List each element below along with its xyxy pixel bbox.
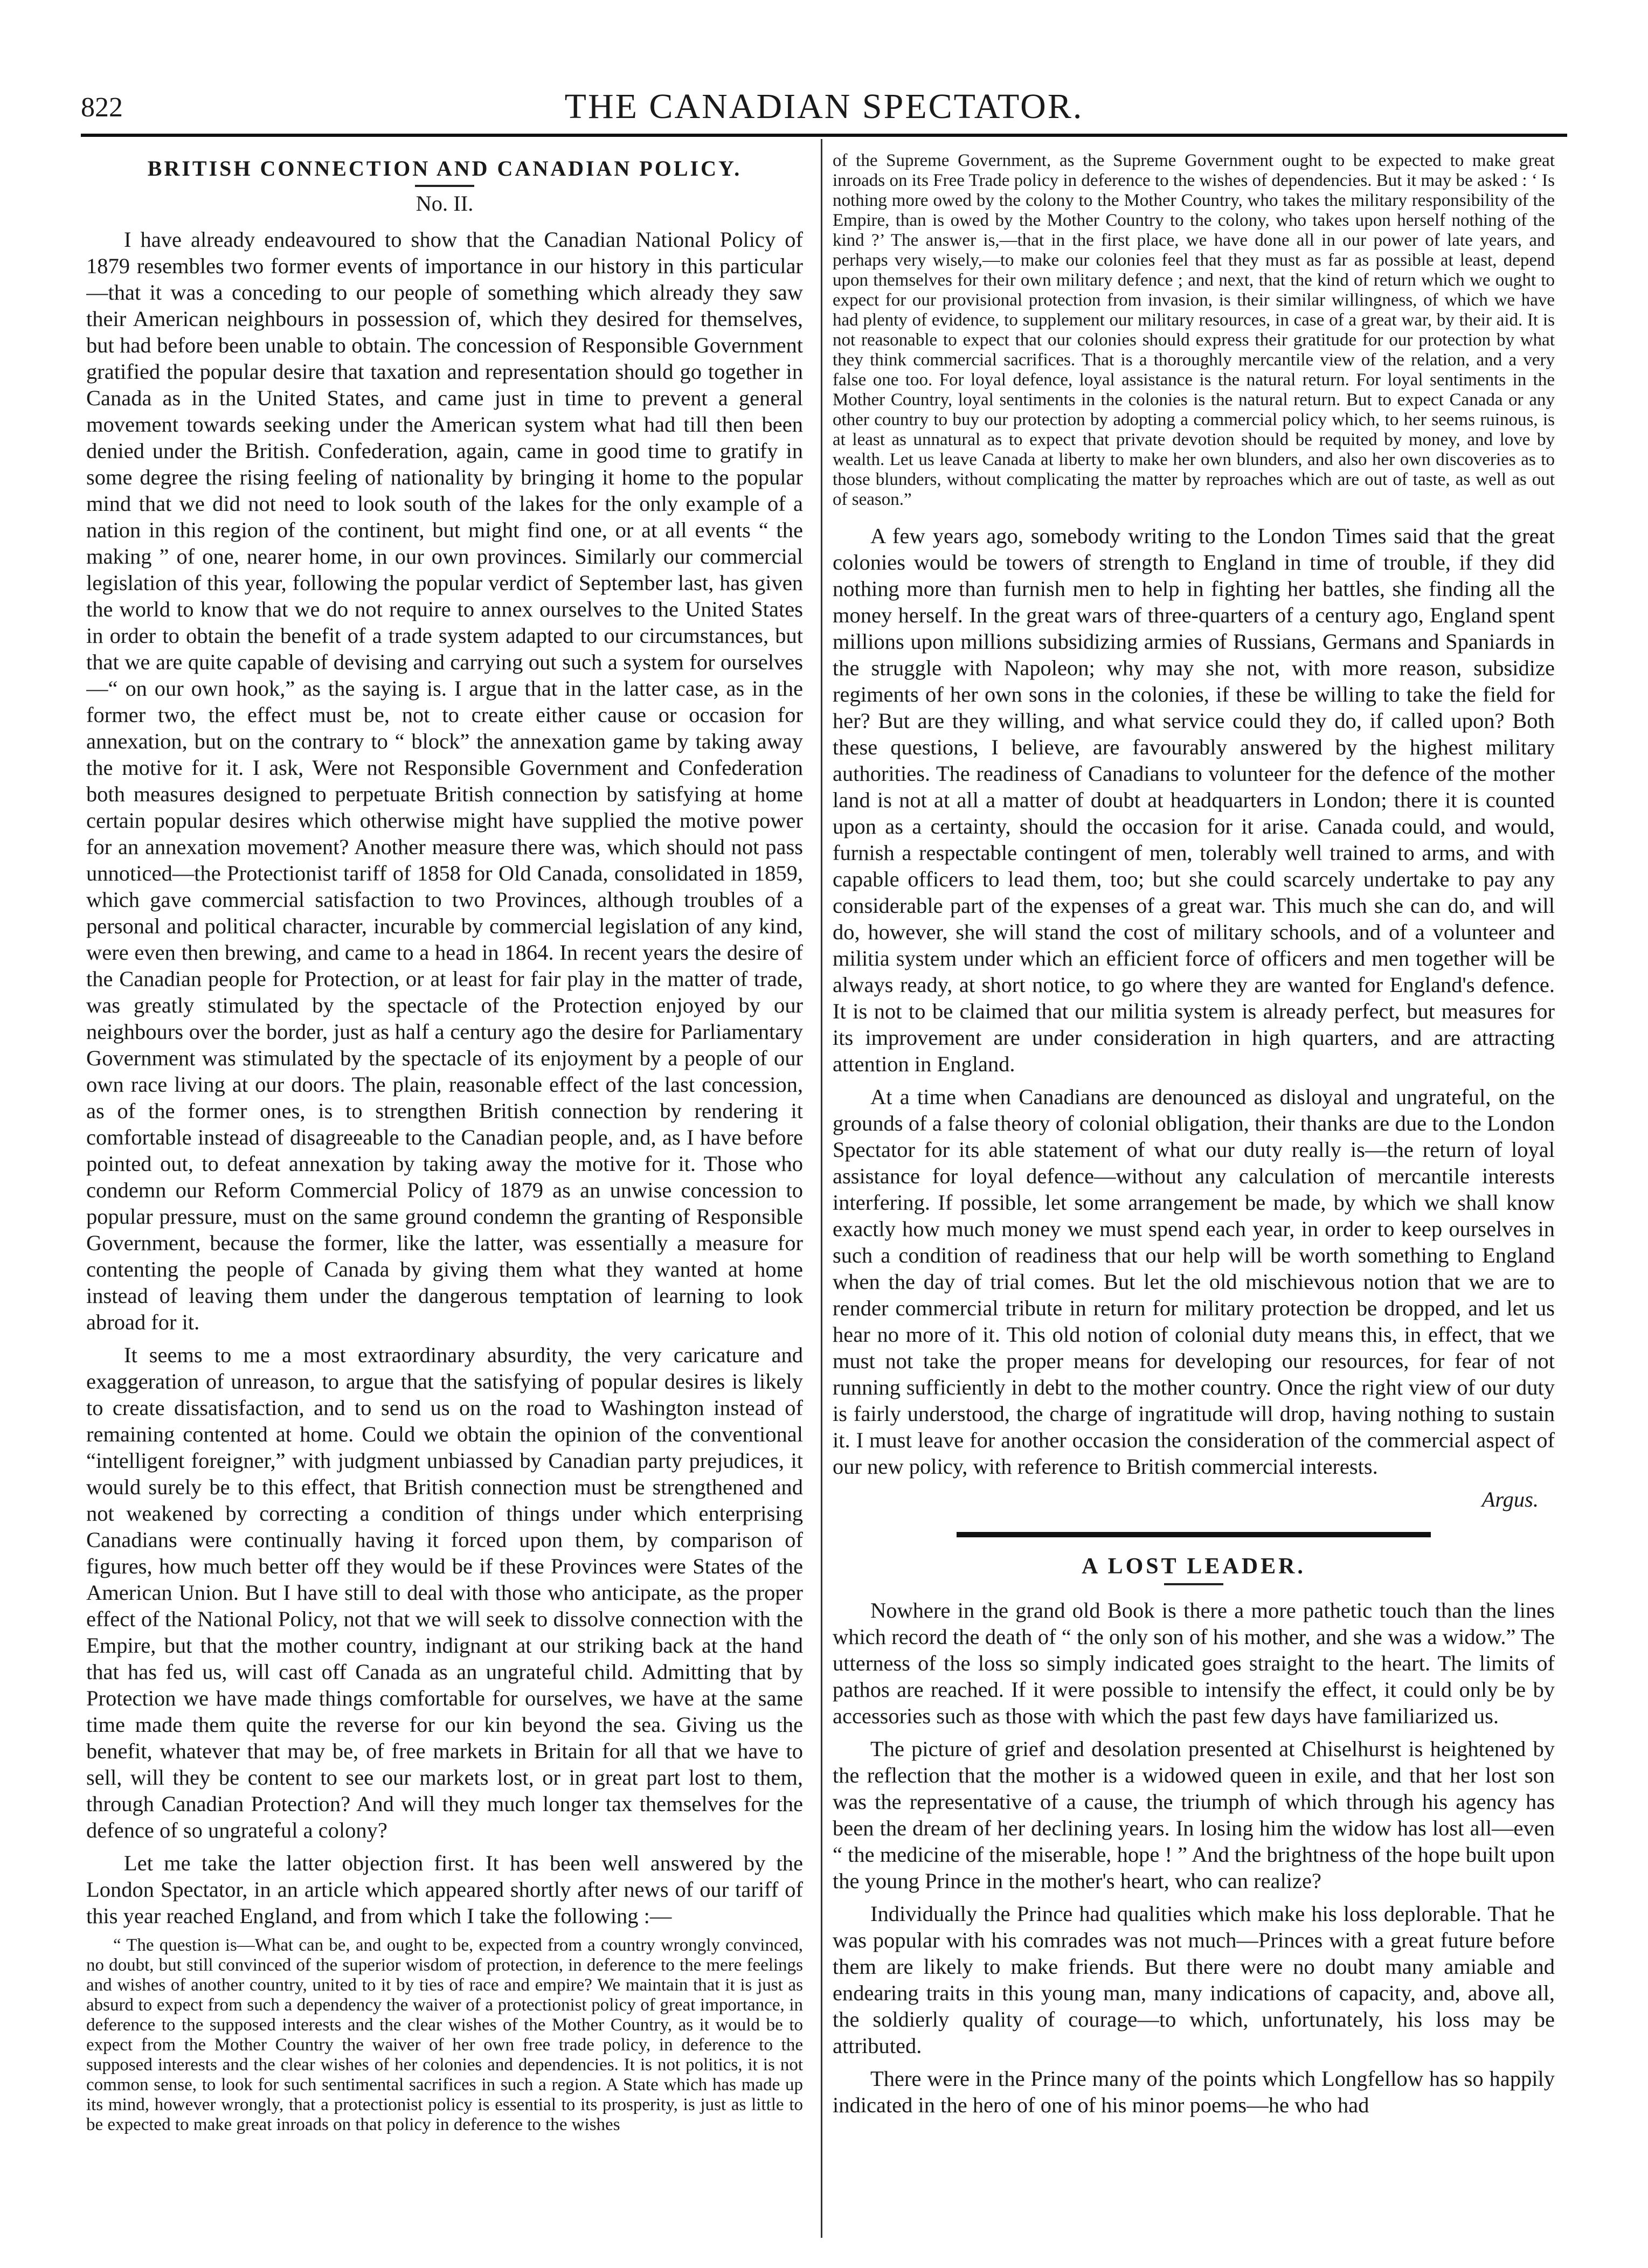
article-subtitle: No. II. (416, 191, 474, 216)
paragraph: A few years ago, somebody writing to the London Times said that the great colonies would be towers of strength to England in time of trouble, if they did nothing more than furnish men to help in fighting her battles, she finding all the money herself. In the great wars of three-quarters of a century ago, England spent millions upon millions subsidizing armies of Russians, Germans and Spaniards in the struggle with Napoleon; why may she not, with more reason, subsidize regiments of her own sons in the colonies, if these be willing to take the field for her? But are they willing, and what service could they do, if called upon? Both these questions, I believe, are favourably answered by the highest military authorities. The readiness of Canadians to volunteer for the defence of the mother land is not at all a matter of doubt at headquarters in London; there it is counted upon as a certainty, should the occasion for it arise. Canada could, and would, furnish a respectable contingent of men, tolerably well trained to arms, and with capable officers to lead them, too; but she could scarcely undertake to pay any considerable part of the expenses of a great war. This much she can do, and will do, however, she will stand the cost of military schools, and of a volunteer and militia system under which an efficient force of officers and men together will be always ready, at short notice, to go where they are wanted for England's defence. It is not to be claimed that our militia system is already perfect, but measures for its improvement are under consideration in high quarters, and are attracting attention in England. (833, 524, 1555, 1076)
page-number: 822 (81, 92, 123, 123)
title-rule (415, 185, 474, 187)
paragraph: Let me take the latter objection first. It has been well answered by the London Spectator, in an article which appeared shortly after news of our tariff of this year reached England, and from which I take the following :— (86, 1851, 803, 1928)
quoted-passage-continued: of the Supreme Government, as the Supreme Government ought to be expected to make great inroads on its Free Trade policy in deference to the wishes of dependencies. But it may be asked : ‘ Is nothing more owed by the colony to the Mother Country, who takes the military responsibility of the Empire, than is owed by the Mother Country to the colony, who takes upon herself nothing of the kind ?’ The answer is,—that in the first place, we have done all in our power of late years, and perhaps very wisely,—to make our colonies feel that they must as far as possible at least, depend upon themselves for their own military defence ; and next, that the kind of return which we ought to expect for our provisional protection from invasion, is their similar willingness, of which we have had plenty of evidence, to supplement our military resources, in case of a great war, by their aid. It is not reasonable to expect that our colonies should express their gratitude for our protection by what they think commercial sacrifices. That is a thoroughly mercantile view of the relation, and a very false one too. For loyal defence, loyal assistance is the natural return. For loyal sentiments in the Mother Country, loyal sentiments in the colonies is the natural return. But to expect Canada or any other country to buy our protection by adopting a commercial policy which, to her seems ruinous, is at least as unnatural as to expect that private devotion should be requited by money, and love by wealth. Let us leave Canada at liberty to make her own blunders, and also her own discoveries as to those blunders, without complicating the matter by reproaches which are out of taste, as well as out of season.” (833, 151, 1555, 509)
paragraph: Individually the Prince had qualities which make his loss deplorable. That he was popular with his comrades was not much—Princes with a great future before them are likely to make friends. But there were no doubt many amiable and endearing traits in this young man, many indications of capacity, and, above all, the soldierly quality of courage—to which, unfortunately, his loss may be attributed. (833, 1902, 1555, 2058)
paragraph: There were in the Prince many of the points which Longfellow has so happily indicated in the hero of one of his minor poems—he who had (833, 2066, 1555, 2117)
title-rule (1164, 1583, 1223, 1585)
header-rule (81, 134, 1567, 137)
paragraph: The picture of grief and desolation presented at Chiselhurst is heightened by the reflection that the mother is a widowed queen in exile, and that her lost son was the representative of a cause, the triumph of which through his agency has been the dream of her declining years. In losing him the widow has lost all—even “ the medicine of the miserable, hope ! ” And the brightness of the hope built upon the young Prince in the mother's heart, who can realize? (833, 1737, 1555, 1893)
article-divider (957, 1532, 1431, 1537)
left-column (86, 151, 803, 2236)
paragraph: Nowhere in the grand old Book is there a more pathetic touch than the lines which record the death of “ the only son of his mother, and she was a widow.” The utterness of the loss so simply indicated goes straight to the heart. The limits of pathos are reached. If it were possible to intensify the effect, it could only be by accessories such as those with which the past few days have familiarized us. (833, 1598, 1555, 1728)
paragraph: I have already endeavoured to show that the Canadian National Policy of 1879 resembles two former events of importance in our history in this particular —that it was a conceding to our people of something which already they saw their American neighbours in possession of, which they desired for themselves, but had before been unable to obtain. The concession of Responsible Government gratified the popular desire that taxation and representation should go together in Canada as in the United States, and came just in time to prevent a general movement towards seeking under the American system what had till then been denied under the British. Confederation, again, came in good time to gratify in some degree the rising feeling of nationality by bringing it home to the popular mind that we did not need to look south of the lakes for the only example of a nation in this region of the continent, but might find one, or at all events “ the making ” of one, nearer home, in our own provinces. Similarly our commercial legislation of this year, following the popular verdict of September last, has given the world to know that we do not require to annex ourselves to the United States in order to obtain the benefit of a trade system adapted to our circumstances, but that we are quite capable of devising and carrying out such a system for ourselves—“ on our own hook,” as the saying is. I argue that in the latter case, as in the former two, the effect must be, not to create either cause or occasion for annexation, but on the contrary to “ block” the annexation game by taking away the motive for it. I ask, Were not Responsible Government and Confederation both measures designed to perpetuate British connection by satisfying at home certain popular desires which otherwise might have supplied the motive power for an annexation movement? Another measure there was, which should not pass unnoticed—the Protectionist tariff of 1858 for Old Canada, consolidated in 1859, which gave commercial satisfaction to two Provinces, although troubles of a personal and political character, incurable by commercial legislation of any kind, were even then brewing, and came to a head in 1864. In recent years the desire of the Canadian people for Protection, or at least for fair play in the matter of trade, was greatly stimulated by the spectacle of the Protection enjoyed by our neighbours over the border, just as half a century ago the desire for Parliamentary Government was stimulated by the spectacle of its enjoyment by a people of our own race living at our doors. The plain, reasonable effect of the last concession, as of the former ones, is to strengthen British connection by rendering it comfortable instead of disagreeable to the Canadian people, and, as I have before pointed out, to defeat annexation by taking away the motive for it. Those who condemn our Reform Commercial Policy of 1879 as an unwise concession to popular pressure, must on the same ground condemn the granting of Responsible Government, because the former, like the latter, was essentially a measure for contenting the people of Canada by giving them what they wanted at home instead of leaving them under the dangerous temptation of learning to look abroad for it. (86, 227, 803, 1334)
quoted-passage: “ The question is—What can be, and ought to be, expected from a country wrongly convinced, no doubt, but still convinced of the superior wisdom of protection, in deference to the mere feelings and wishes of another country, united to it by ties of race and empire? We maintain that it is just as absurd to expect from such a dependency the waiver of a protectionist policy of great importance, in deference to the supposed interests and the clear wishes of the Mother Country, as it would be to expect from the Mother Country the waiver of her own free trade policy, in deference to the supposed interests and the clear wishes of her colonies and dependencies. It is not politics, it is not common sense, to look for such sentimental sacrifices in such a region. A State which has made up its mind, however wrongly, that a protectionist policy is essential to its prosperity, is just as little to be expected to make great inroads on that policy in deference to the wishes (86, 1936, 803, 2134)
paragraph: At a time when Canadians are denounced as disloyal and ungrateful, on the grounds of a false theory of colonial obligation, their thanks are due to the London Spectator for its able statement of what our duty really is—the return of loyal assistance for loyal defence—without any calculation of mercantile interests interfering. If possible, let some arrangement be made, by which we shall know exactly how much money we must spend each year, in order to keep ourselves in such a condition of readiness that our help will be worth something to England when the day of trial comes. But let the old mischievous notion that we are to render commercial tribute in return for military protection be dropped, and let us hear no more of it. This old notion of colonial duty means this, in effect, that we must not take the proper means for developing our resources, for fear of not running sufficiently in debt to the mother country. Once the right view of our duty is fairly understood, the charge of ingratitude will drop, having nothing to sustain it. I must leave for another occasion the consideration of the commercial aspect of our new policy, with reference to British commercial interests. (833, 1085, 1555, 1479)
running-head: THE CANADIAN SPECTATOR. (564, 87, 1084, 126)
column-divider (821, 139, 822, 2238)
paragraph: It seems to me a most extraordinary absurdity, the very caricature and exaggeration of unreason, to argue that the satisfying of popular desires is likely to create dissatisfaction, and to send us on the road to Washington instead of remaining contented at home. Could we obtain the opinion of the conventional “intelligent foreigner,” with judgment unbiassed by Canadian party prejudices, it would surely be to this effect, that British connection must be strengthened and not weakened by correcting a condition of things under which enterprising Canadians were continually having it forced upon them, by comparison of figures, how much better off they would be if these Provinces were States of the American Union. But I have still to deal with those who anticipate, as the proper effect of the National Policy, not that we will seek to dissolve connection with the Empire, but that the mother country, indignant at our striking back at the hand that has fed us, will cast off Canada as an ungrateful child. Admitting that by Protection we have made things comfortable for ourselves, we have at the same time made them quite the reverse for our kin beyond the sea. Giving us the benefit, whatever that may be, of free markets in Britain for all that we have to sell, will they be content to see our markets lost, or in great part lost to them, through Canadian Protection? And will they much longer tax themselves for the defence of so ungrateful a colony? (86, 1343, 803, 1842)
article-title-british-connection: BRITISH CONNECTION AND CANADIAN POLICY. (147, 156, 742, 181)
author-signature: Argus. (1481, 1487, 1539, 1511)
article-title-lost-leader: A LOST LEADER. (1082, 1554, 1306, 1579)
right-column (833, 151, 1555, 2236)
